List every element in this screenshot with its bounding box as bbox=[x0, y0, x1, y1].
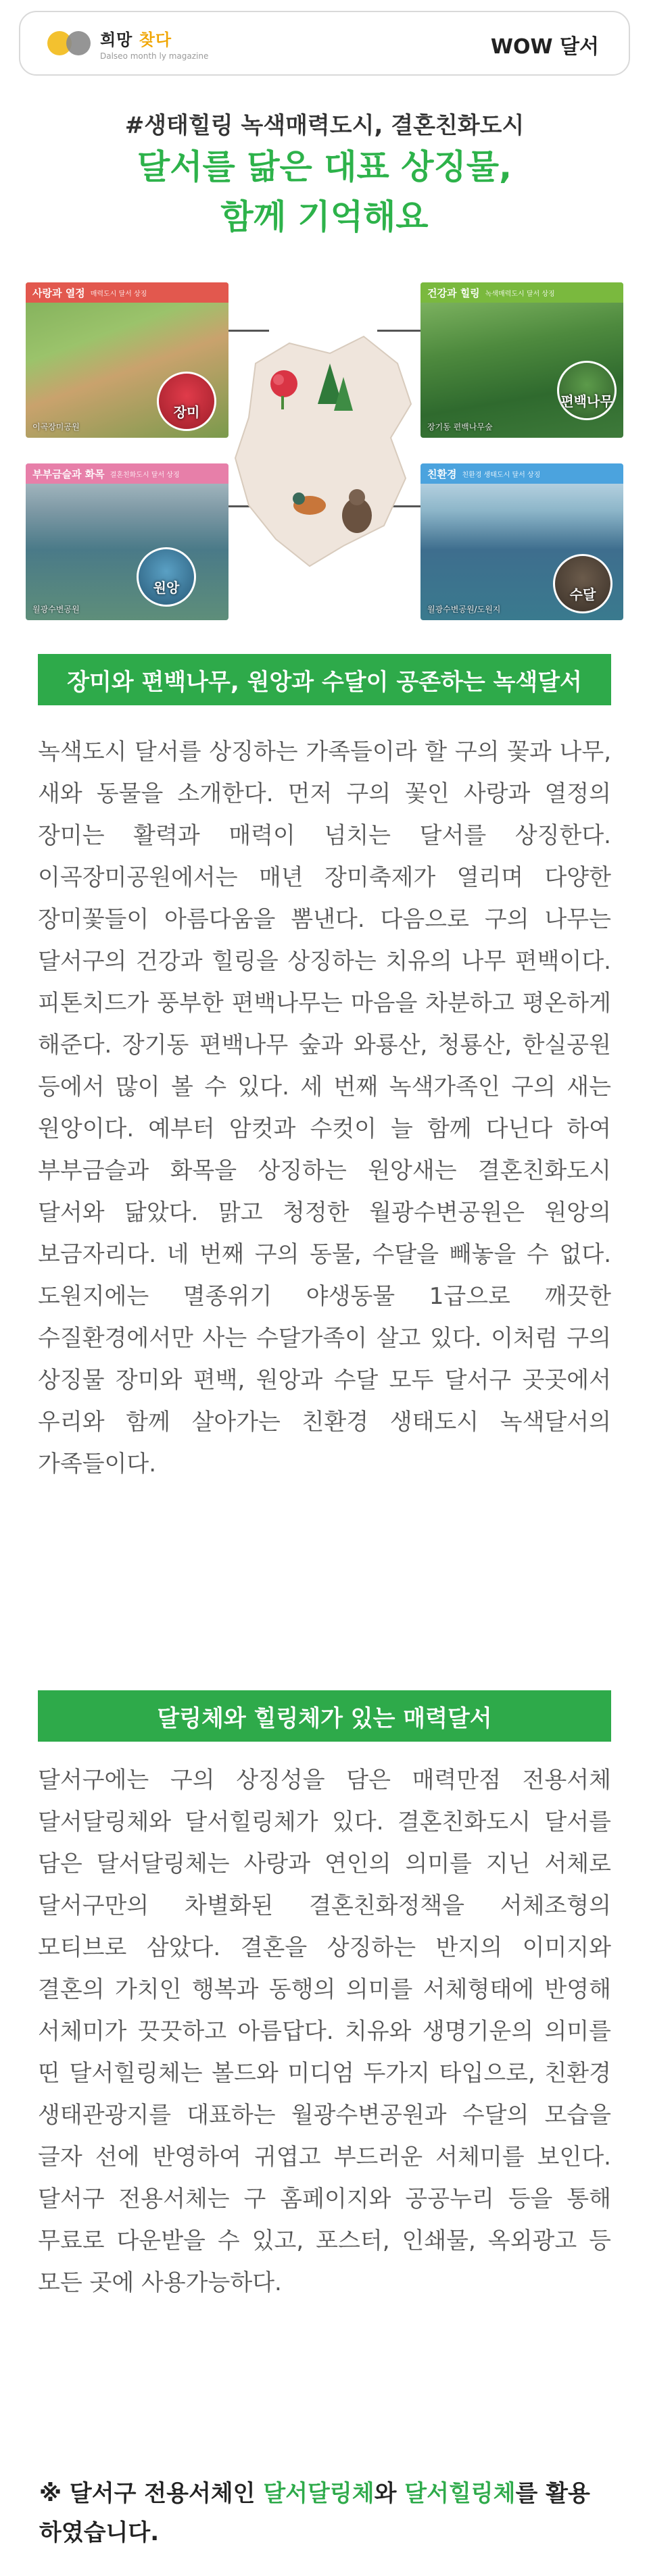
section-body-2: 달서구에는 구의 상징성을 담은 매력만점 전용서체 달서달링체와 달서힐링체가 있다. 결혼친화도시 달서를 담은 달서달링체는 사랑과 연인의 의미를 지닌 서체로 달서구만의 차별화된 결혼친화정책을 서체조형의 모티브로 삼았다. 결혼을 상징하는 반지의 이미지와 결혼의 가치인 행복과 동행의 의미를 서체형태에 반영해 서체미가 끗끗하고 아름답다. 치유와 생명기운의 의미를 띤 달서힐링체는 볼드와 미디엄 두가지 타입으로, 친환경 생태관광지를 대표하는 월광수변공원과 수달의 모습을 글자 선에 반영하여 귀엽고 부드러운 서체미를 보인다. 달서구 전용서체는 구 홈페이지와 공공누리 등을 통해 무료로 다운받을 수 있고, 포스터, 인쇄물, 옥외광고 등 모든 곳에 사용가능하다. bbox=[38, 1767, 611, 2296]
photo-tag bbox=[26, 282, 229, 303]
photo-tag bbox=[420, 463, 623, 484]
waterside-park-photo bbox=[26, 463, 229, 620]
header-bar bbox=[19, 11, 630, 76]
magazine-logo[interactable] bbox=[47, 26, 208, 61]
photo-tag bbox=[26, 463, 229, 484]
logo-title bbox=[100, 26, 208, 50]
photo-caption: 월광수변공원/도원지 bbox=[427, 605, 501, 614]
note-font-healing: 달서힐링체 bbox=[404, 2480, 516, 2507]
photo-tag-title: 부부금슬과 화목 bbox=[32, 468, 105, 480]
dalseo-district-map-icon bbox=[229, 323, 420, 580]
photo-caption: 이곡장미공원 bbox=[32, 422, 80, 432]
photo-mandarin-duck bbox=[26, 463, 229, 620]
font-usage-note bbox=[39, 2474, 611, 2552]
photo-caption: 장기동 편백나무숲 bbox=[427, 422, 493, 432]
logo-text bbox=[100, 26, 208, 61]
note-font-darling: 달서달링체 bbox=[263, 2480, 375, 2507]
photo-pine bbox=[420, 282, 623, 438]
logo-gray-dot-icon bbox=[66, 31, 91, 55]
rose-badge: 장미 bbox=[157, 372, 216, 431]
title-line-2: 함께 기억해요 bbox=[220, 197, 429, 236]
page-title bbox=[0, 142, 649, 242]
logo-title-highlight: 찾다 bbox=[139, 30, 172, 49]
otter-badge: 수달 bbox=[553, 554, 612, 613]
photo-rose bbox=[26, 282, 229, 438]
logo-subtitle: Dalseo month ly magazine bbox=[100, 51, 209, 61]
photo-tag bbox=[420, 282, 623, 303]
logo-title-prefix: 희망 bbox=[100, 30, 133, 49]
photo-tag-sub: 결혼친화도시 달서 상징 bbox=[110, 471, 180, 479]
note-mid: 와 bbox=[374, 2480, 405, 2507]
hashtag-line: #생태힐링 녹색매력도시, 결혼친화도시 bbox=[124, 112, 525, 139]
photo-caption: 월광수변공원 bbox=[32, 605, 80, 614]
pine-badge: 편백나무 bbox=[557, 361, 617, 420]
photo-tag-sub: 매력도시 달서 상징 bbox=[90, 290, 147, 298]
note-suffix: 를 활용하였습니다. bbox=[39, 2480, 590, 2546]
rose-icon bbox=[270, 370, 297, 397]
photo-otter bbox=[420, 463, 623, 620]
section-label: WOW 달서 bbox=[490, 35, 599, 59]
section-heading-2: 달링체와 힐링체가 있는 매력달서 bbox=[38, 1690, 611, 1742]
section-heading-1: 장미와 편백나무, 원앙과 수달이 공존하는 녹색달서 bbox=[38, 654, 611, 705]
mandarin-duck-badge: 원앙 bbox=[137, 547, 196, 607]
photo-tag-sub: 친환경 생태도시 달서 상징 bbox=[462, 471, 541, 479]
section-body-1: 녹색도시 달서를 상징하는 가족들이라 할 구의 꽃과 나무, 새와 동물을 소개한다. 먼저 구의 꽃인 사랑과 열정의 장미는 활력과 매력이 넘치는 달서를 상징한다. 이곡장미공원에서는 매년 장미축제가 열리며 다양한 장미꽃들이 아름다움을 뽐낸다. 다음으로 구의 나무는 달서구의 건강과 힐링을 상징하는 치유의 나무 편백이다. 피톤치드가 풍부한 편백나무는 마음을 차분하고 평온하게 해준다. 장기동 편백나무 숲과 와룡산, 청룡산, 한실공원 등에서 많이 볼 수 있다. 세 번째 녹색가족인 구의 새는 원앙이다. 예부터 암컷과 수컷이 늘 함께 다닌다 하여 부부금슬과 화목을 상징하는 원앙새는 결혼친화도시 달서와 닮았다. 맑고 청정한 월광수변공원은 원앙의 보금자리다. 네 번째 구의 동물, 수달을 빼놓을 수 없다. 도원지에는 멸종위기 야생동물 1급으로 깨끗한 수질환경에서만 사는 수달가족이 살고 있다. 이처럼 구의 상징물 장미와 편백, 원앙과 수달 모두 달서구 곳곳에서 우리와 함께 살아가는 친환경 생태도시 녹색달서의 가족들이다. bbox=[38, 738, 611, 1478]
photo-tag-title: 건강과 힐링 bbox=[427, 286, 480, 299]
photo-tag-title: 친환경 bbox=[427, 468, 457, 480]
title-line-1: 달서를 닮은 대표 상징물, bbox=[137, 147, 512, 186]
symbols-map-illustration bbox=[26, 282, 623, 620]
note-prefix: ※ 달서구 전용서체인 bbox=[39, 2480, 264, 2507]
photo-tag-title: 사랑과 열정 bbox=[32, 286, 85, 299]
photo-tag-sub: 녹색매력도시 달서 상징 bbox=[485, 290, 555, 298]
